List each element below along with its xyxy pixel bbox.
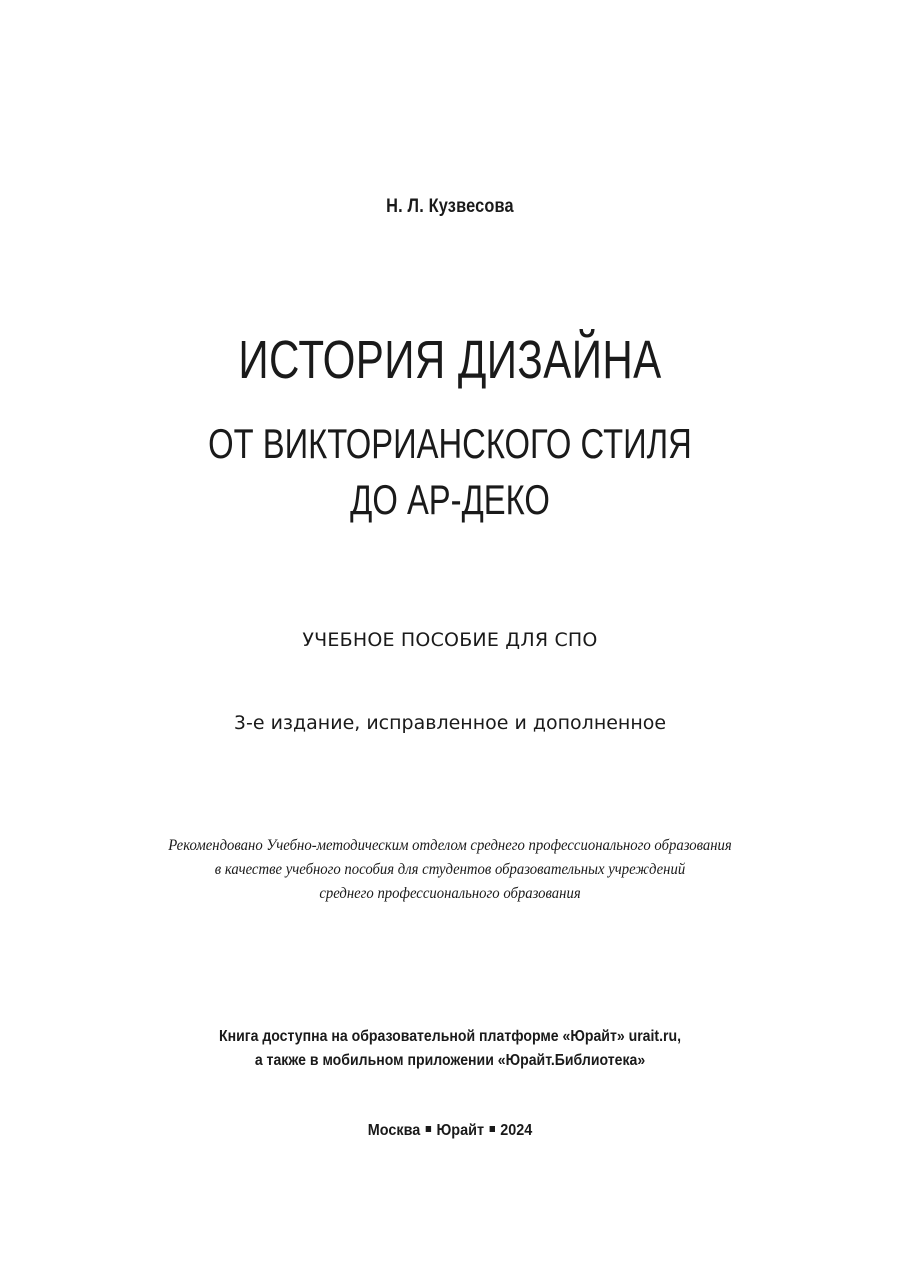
subtitle-line: ОТ ВИКТОРИАНСКОГО СТИЛЯ <box>208 420 692 467</box>
book-subtitle <box>99 416 801 528</box>
edition-info: 3-е издание, исправленное и дополненное <box>233 712 667 734</box>
imprint-year: 2024 <box>500 1122 533 1139</box>
availability-note <box>54 1025 846 1073</box>
availability-line: Книга доступна на образовательной платформе «Юрайт» urait.ru, <box>218 1028 682 1045</box>
square-bullet-icon <box>489 1126 494 1132</box>
imprint-publisher: Юрайт <box>436 1122 485 1139</box>
recommendation-note <box>36 834 864 906</box>
publication-type: УЧЕБНОЕ ПОСОБИЕ ДЛЯ СПО <box>302 629 598 651</box>
author-name: Н. Л. Кузвесова <box>386 196 514 217</box>
recommendation-line: Рекомендовано Учебно-методическим отделом среднего профессионального образования <box>168 837 732 854</box>
imprint-city: Москва <box>367 1122 421 1139</box>
subtitle-line: ДО АР-ДЕКО <box>350 476 550 523</box>
square-bullet-icon <box>426 1126 431 1132</box>
book-title: ИСТОРИЯ ДИЗАЙНА <box>238 330 662 390</box>
recommendation-line: среднего профессионального образования <box>319 885 581 902</box>
imprint <box>45 1122 855 1140</box>
availability-line: а также в мобильном приложении «Юрайт.Библиотека» <box>254 1052 646 1069</box>
recommendation-line: в качестве учебного пособия для студентов образовательных учреждений <box>214 861 686 878</box>
